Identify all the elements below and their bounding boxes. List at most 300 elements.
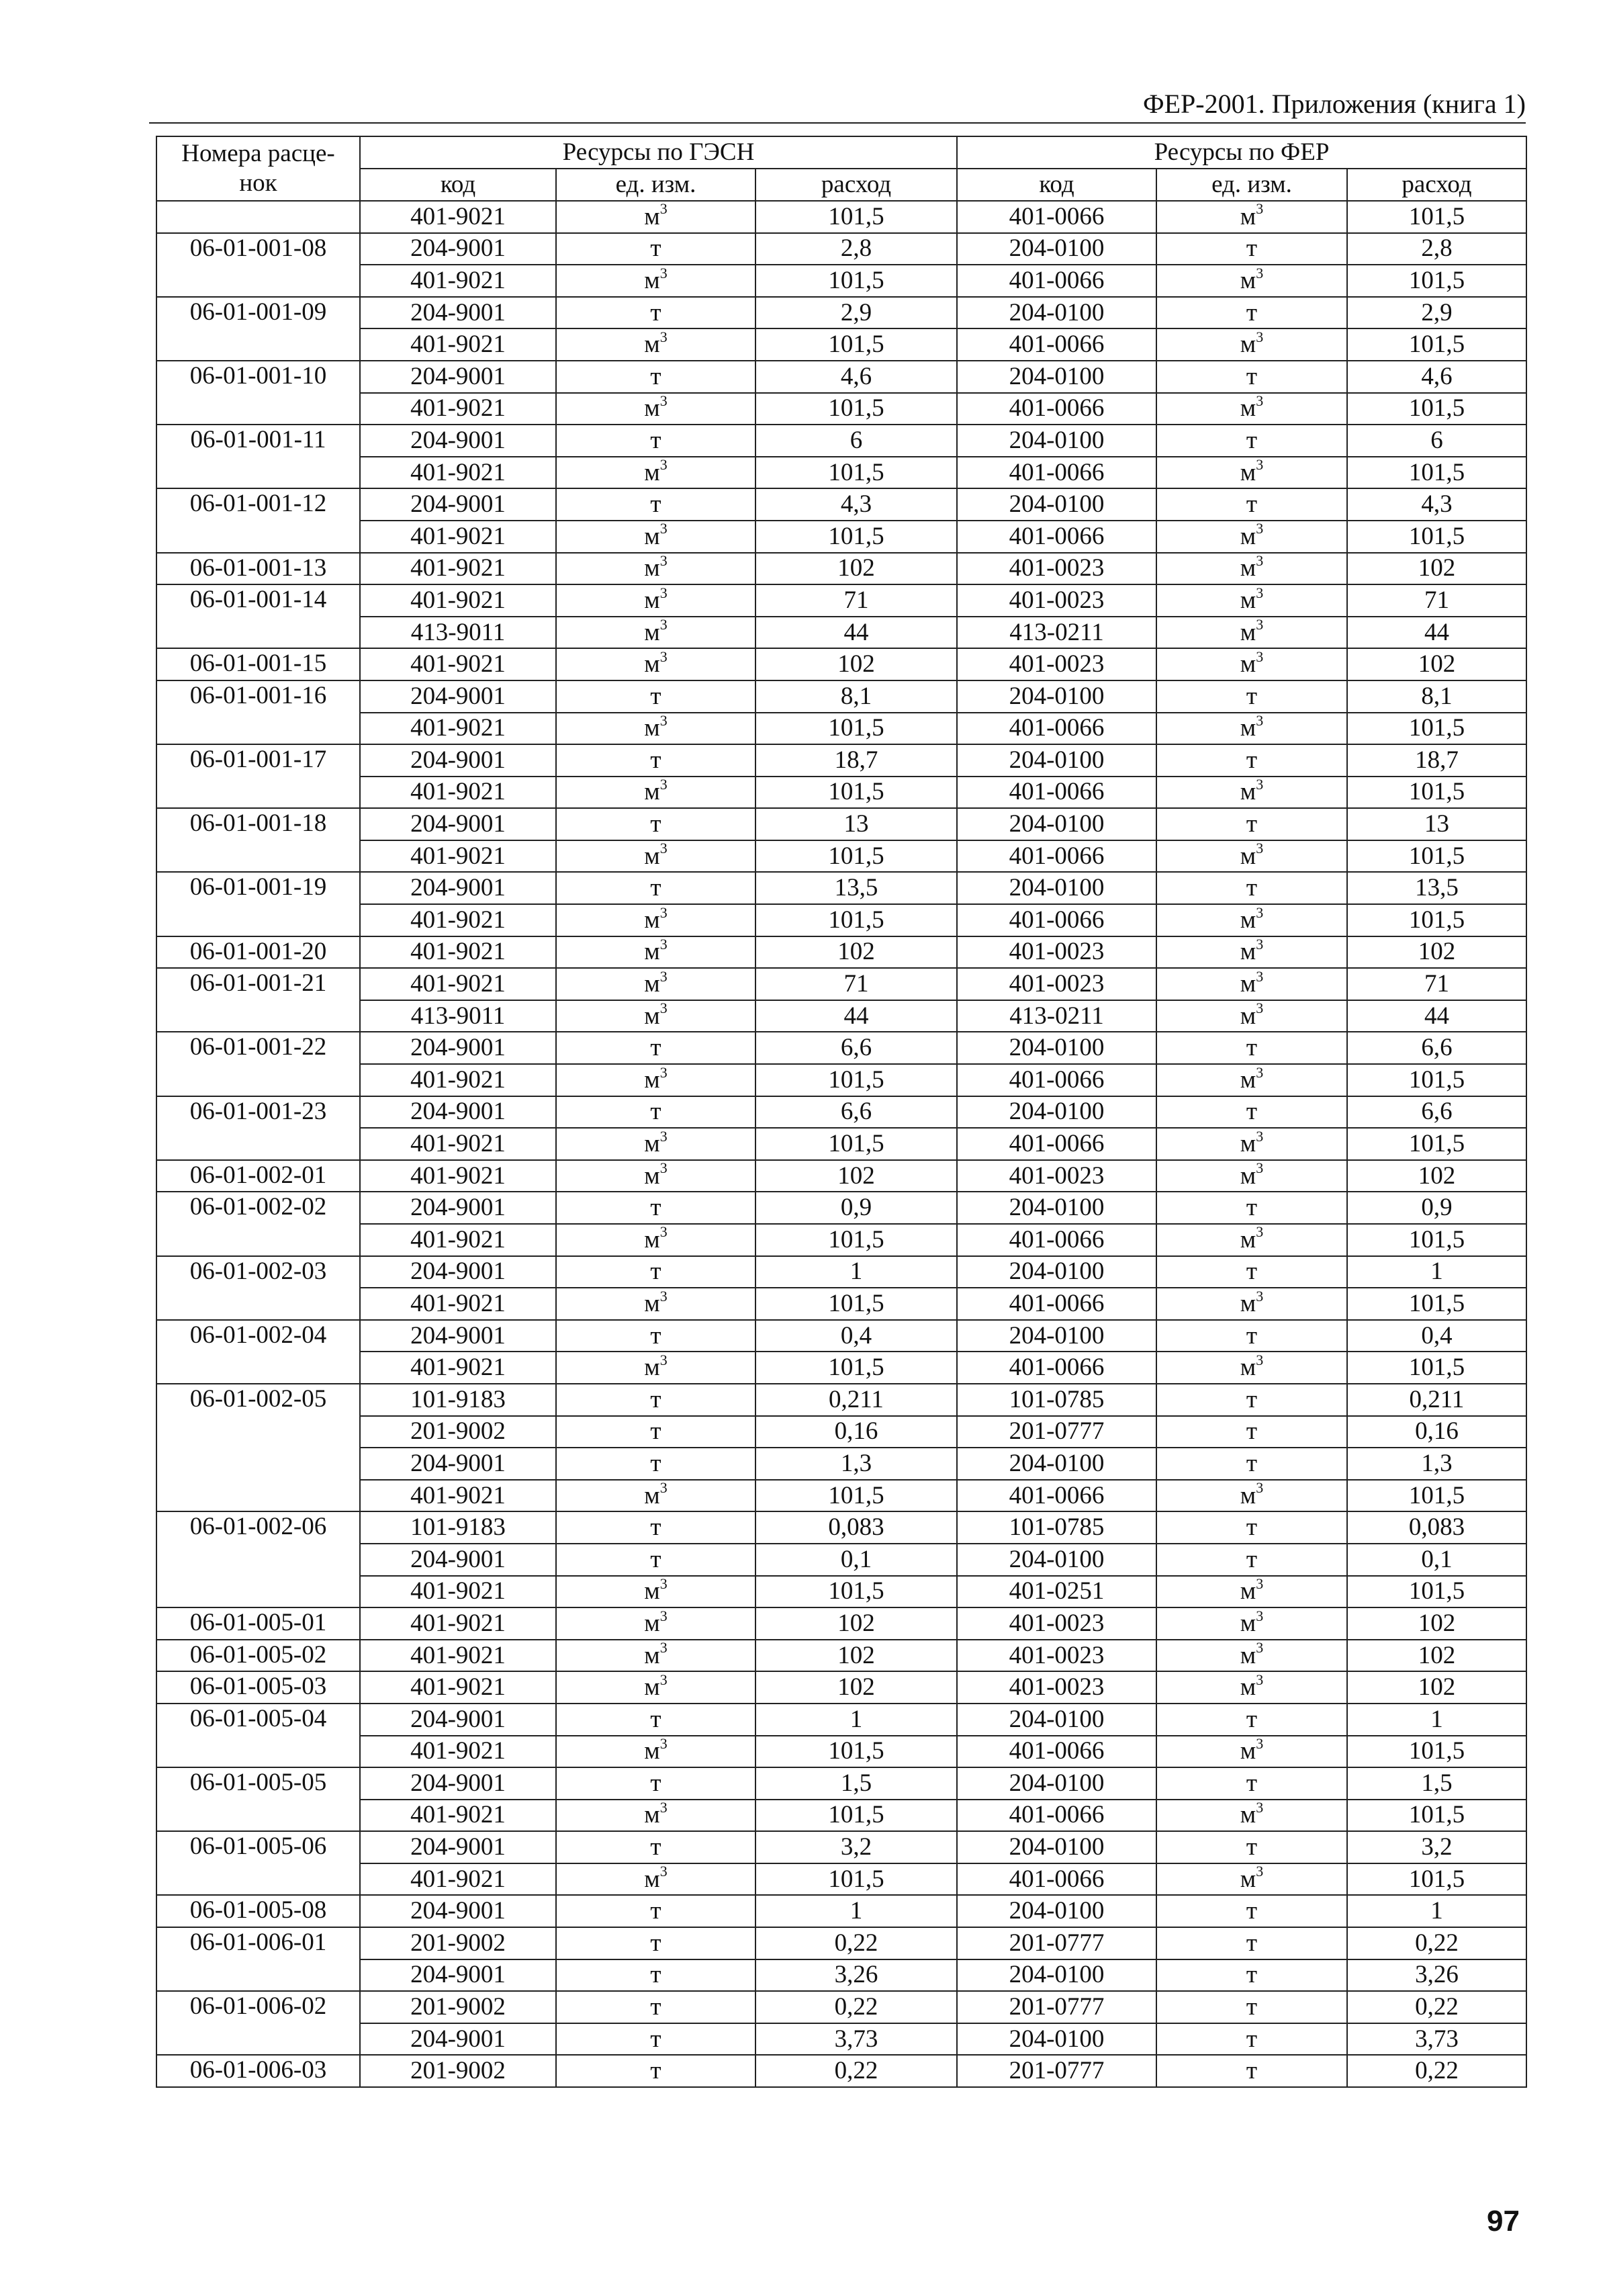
gesn-unit-cell: $м^3$ [556,1128,755,1160]
gesn-rate-cell: 0,9 [755,1192,957,1224]
fer-rate-cell: 102 [1347,1160,1526,1192]
fer-rate-cell: 1,3 [1347,1448,1526,1480]
fer-rate-cell: 101,5 [1347,1128,1526,1160]
fer-unit-cell: $м^3$ [1156,1128,1347,1160]
fer-code-cell: 101-0785 [957,1511,1156,1544]
gesn-unit-cell: т [556,1256,755,1288]
gesn-unit-cell: $м^3$ [556,328,755,361]
fer-code-cell: 401-0066 [957,521,1156,553]
gesn-code-cell: 204-9001 [360,361,556,393]
table-row [156,584,1526,617]
gesn-rate-cell: 44 [755,1000,957,1032]
fer-unit-cell: $м^3$ [1156,1640,1347,1672]
rate-number-cell: 06-01-005-06 [156,1831,360,1895]
table-row [156,1320,1526,1352]
fer-unit-cell: $м^3$ [1156,265,1347,297]
gesn-unit-cell: т [556,1895,755,1927]
fer-code-cell: 201-0777 [957,1416,1156,1448]
fer-unit-cell: т [1156,425,1347,457]
fer-code-cell: 204-0100 [957,361,1156,393]
table-row [156,713,1526,745]
gesn-code-cell: 204-9001 [360,1544,556,1576]
fer-rate-cell: 102 [1347,1671,1526,1704]
gesn-rate-cell: 8,1 [755,680,957,713]
gesn-code-cell: 401-9021 [360,201,556,233]
gesn-rate-cell: 0,22 [755,1991,957,2023]
gesn-code-cell: 401-9021 [360,904,556,936]
fer-unit-cell: $м^3$ [1156,936,1347,969]
gesn-rate-cell: 1,3 [755,1448,957,1480]
fer-code-cell: 401-0023 [957,553,1156,585]
gesn-rate-cell: 3,73 [755,2023,957,2056]
gesn-code-header: код [360,169,556,201]
fer-unit-cell: т [1156,2055,1347,2087]
table-row [156,233,1526,265]
fer-code-cell: 204-0100 [957,1895,1156,1927]
fer-code-cell: 413-0211 [957,1000,1156,1032]
resources-table [156,136,1527,2088]
fer-rate-cell: 0,4 [1347,1320,1526,1352]
fer-rate-cell: 0,9 [1347,1192,1526,1224]
fer-rate-cell: 101,5 [1347,904,1526,936]
fer-code-cell: 401-0251 [957,1576,1156,1608]
gesn-code-cell: 204-9001 [360,233,556,265]
gesn-unit-cell: $м^3$ [556,584,755,617]
table-row [156,1640,1526,1672]
gesn-code-cell: 401-9021 [360,1607,556,1640]
gesn-code-cell: 201-9002 [360,2055,556,2087]
fer-rate-cell: 44 [1347,617,1526,649]
gesn-unit-cell: $м^3$ [556,1736,755,1768]
fer-code-cell: 401-0066 [957,1064,1156,1096]
gesn-rate-cell: 101,5 [755,201,957,233]
table-row [156,521,1526,553]
gesn-unit-cell: т [556,872,755,904]
gesn-rate-cell: 101,5 [755,904,957,936]
fer-unit-cell: т [1156,488,1347,521]
gesn-code-cell: 401-9021 [360,1352,556,1384]
fer-code-cell: 204-0100 [957,1448,1156,1480]
fer-unit-cell: т [1156,1927,1347,1959]
fer-code-cell: 204-0100 [957,297,1156,329]
gesn-unit-cell: $м^3$ [556,617,755,649]
fer-code-cell: 401-0066 [957,1736,1156,1768]
fer-rate-cell: 44 [1347,1000,1526,1032]
gesn-code-cell: 401-9021 [360,521,556,553]
gesn-rate-cell: 4,6 [755,361,957,393]
gesn-rate-cell: 71 [755,584,957,617]
table-row [156,201,1526,233]
rate-number-cell: 06-01-001-14 [156,584,360,648]
gesn-code-cell: 401-9021 [360,713,556,745]
fer-code-cell: 204-0100 [957,1767,1156,1800]
fer-code-cell: 401-0066 [957,1128,1156,1160]
gesn-unit-cell: $м^3$ [556,1640,755,1672]
fer-code-cell: 401-0023 [957,936,1156,969]
table-row [156,1671,1526,1704]
gesn-code-cell: 204-9001 [360,1831,556,1863]
fer-rate-cell: 0,22 [1347,2055,1526,2087]
fer-rate-cell: 101,5 [1347,265,1526,297]
fer-rate-cell: 6,6 [1347,1032,1526,1064]
fer-unit-cell: т [1156,1704,1347,1736]
rate-number-cell: 06-01-001-08 [156,233,360,297]
fer-rate-cell: 102 [1347,648,1526,680]
fer-unit-cell: $м^3$ [1156,648,1347,680]
fer-code-cell: 201-0777 [957,2055,1156,2087]
fer-rate-cell: 101,5 [1347,1288,1526,1320]
gesn-code-cell: 201-9002 [360,1416,556,1448]
fer-unit-cell: $м^3$ [1156,777,1347,809]
fer-rate-cell: 13 [1347,808,1526,840]
fer-unit-cell: т [1156,361,1347,393]
fer-code-cell: 401-0023 [957,1607,1156,1640]
gesn-unit-cell: т [556,1927,755,1959]
gesn-code-cell: 204-9001 [360,1704,556,1736]
fer-rate-cell: 0,22 [1347,1991,1526,2023]
fer-code-cell: 204-0100 [957,233,1156,265]
gesn-unit-cell: $м^3$ [556,1000,755,1032]
fer-code-cell: 204-0100 [957,1704,1156,1736]
table-header [156,136,1526,201]
gesn-rate-cell: 0,22 [755,1927,957,1959]
fer-unit-cell: $м^3$ [1156,521,1347,553]
fer-code-cell: 204-0100 [957,2023,1156,2056]
rate-number-cell: 06-01-005-04 [156,1704,360,1767]
fer-rate-cell: 2,8 [1347,233,1526,265]
fer-unit-cell: $м^3$ [1156,1064,1347,1096]
gesn-code-cell: 204-9001 [360,297,556,329]
gesn-unit-cell: т [556,2023,755,2056]
gesn-rate-cell: 101,5 [755,265,957,297]
rate-number-cell: 06-01-001-09 [156,297,360,361]
page-number: 97 [1487,2205,1520,2238]
fer-code-cell: 204-0100 [957,425,1156,457]
gesn-code-cell: 401-9021 [360,584,556,617]
gesn-code-cell: 401-9021 [360,936,556,969]
gesn-unit-cell: $м^3$ [556,840,755,873]
gesn-unit-cell: т [556,297,755,329]
gesn-rate-cell: 101,5 [755,457,957,489]
rate-number-cell: 06-01-001-17 [156,744,360,808]
table-row [156,1032,1526,1064]
rate-number-cell: 06-01-002-02 [156,1192,360,1255]
fer-unit-cell: т [1156,1991,1347,2023]
gesn-code-cell: 401-9021 [360,1671,556,1704]
gesn-rate-cell: 1 [755,1704,957,1736]
fer-code-cell: 401-0066 [957,201,1156,233]
fer-unit-cell: т [1156,1959,1347,1992]
table-row [156,617,1526,649]
gesn-code-cell: 204-9001 [360,1448,556,1480]
table-row [156,457,1526,489]
table-row [156,1607,1526,1640]
gesn-unit-cell: т [556,1511,755,1544]
fer-code-cell: 201-0777 [957,1927,1156,1959]
group-gesn-header: Ресурсы по ГЭСН [360,136,957,169]
rate-number-cell: 06-01-001-13 [156,553,360,585]
fer-unit-cell: $м^3$ [1156,1000,1347,1032]
fer-rate-cell: 1,5 [1347,1767,1526,1800]
gesn-rate-cell: 2,8 [755,233,957,265]
gesn-code-cell: 204-9001 [360,1767,556,1800]
gesn-rate-cell: 6,6 [755,1032,957,1064]
fer-unit-cell: т [1156,1384,1347,1416]
fer-code-cell: 401-0023 [957,648,1156,680]
fer-unit-cell: $м^3$ [1156,1288,1347,1320]
table-row [156,1448,1526,1480]
gesn-rate-cell: 102 [755,1640,957,1672]
gesn-rate-cell: 0,22 [755,2055,957,2087]
gesn-rate-cell: 101,5 [755,521,957,553]
fer-rate-cell: 18,7 [1347,744,1526,777]
table-row [156,1831,1526,1863]
fer-code-cell: 204-0100 [957,872,1156,904]
gesn-rate-cell: 101,5 [755,1064,957,1096]
table-row [156,1096,1526,1129]
rate-number-cell: 06-01-005-05 [156,1767,360,1831]
gesn-rate-cell: 101,5 [755,1736,957,1768]
rate-number-cell: 06-01-005-01 [156,1607,360,1640]
table-row [156,1895,1526,1927]
fer-rate-cell: 101,5 [1347,1480,1526,1512]
fer-code-cell: 401-0023 [957,1671,1156,1704]
fer-unit-cell: $м^3$ [1156,713,1347,745]
rate-number-cell: 06-01-005-03 [156,1671,360,1704]
gesn-code-cell: 204-9001 [360,425,556,457]
gesn-unit-cell: $м^3$ [556,1352,755,1384]
gesn-rate-cell: 1 [755,1895,957,1927]
fer-code-cell: 401-0066 [957,904,1156,936]
gesn-rate-cell: 101,5 [755,1576,957,1608]
fer-unit-cell: т [1156,1544,1347,1576]
table-row [156,1863,1526,1896]
table-row [156,648,1526,680]
table-row [156,744,1526,777]
fer-unit-header: ед. изм. [1156,169,1347,201]
gesn-code-cell: 101-9183 [360,1511,556,1544]
fer-unit-cell: $м^3$ [1156,553,1347,585]
rate-number-cell: 06-01-001-21 [156,968,360,1032]
gesn-code-cell: 401-9021 [360,777,556,809]
gesn-unit-cell: $м^3$ [556,1800,755,1832]
gesn-rate-cell: 1 [755,1256,957,1288]
fer-rate-cell: 0,16 [1347,1416,1526,1448]
fer-unit-cell: т [1156,1256,1347,1288]
fer-unit-cell: $м^3$ [1156,1352,1347,1384]
table-row [156,393,1526,425]
gesn-code-cell: 401-9021 [360,393,556,425]
table-row [156,265,1526,297]
rate-number-cell: 06-01-001-11 [156,425,360,488]
fer-unit-cell: $м^3$ [1156,1160,1347,1192]
fer-rate-cell: 0,22 [1347,1927,1526,1959]
gesn-rate-cell: 101,5 [755,1288,957,1320]
table-row [156,553,1526,585]
gesn-rate-cell: 3,2 [755,1831,957,1863]
gesn-unit-cell: т [556,1959,755,1992]
fer-unit-cell: т [1156,233,1347,265]
fer-unit-cell: т [1156,744,1347,777]
gesn-code-cell: 401-9021 [360,968,556,1000]
gesn-code-cell: 204-9001 [360,1192,556,1224]
gesn-rate-cell: 101,5 [755,328,957,361]
fer-rate-cell: 101,5 [1347,1576,1526,1608]
gesn-rate-cell: 6,6 [755,1096,957,1129]
gesn-code-cell: 101-9183 [360,1384,556,1416]
gesn-code-cell: 401-9021 [360,1736,556,1768]
fer-code-cell: 401-0066 [957,1288,1156,1320]
gesn-unit-cell: т [556,1032,755,1064]
gesn-rate-cell: 102 [755,936,957,969]
gesn-unit-cell: т [556,1192,755,1224]
fer-code-cell: 204-0100 [957,808,1156,840]
fer-rate-cell: 102 [1347,936,1526,969]
fer-unit-cell: т [1156,1192,1347,1224]
fer-unit-cell: т [1156,1416,1347,1448]
table-row [156,425,1526,457]
fer-unit-cell: т [1156,1320,1347,1352]
gesn-rate-cell: 0,1 [755,1544,957,1576]
fer-unit-cell: $м^3$ [1156,1576,1347,1608]
gesn-unit-cell: т [556,1991,755,2023]
table-row [156,777,1526,809]
gesn-rate-cell: 101,5 [755,393,957,425]
fer-rate-cell: 101,5 [1347,201,1526,233]
table-row [156,1256,1526,1288]
table-row [156,968,1526,1000]
gesn-code-cell: 401-9021 [360,840,556,873]
fer-rate-cell: 6,6 [1347,1096,1526,1129]
gesn-rate-cell: 101,5 [755,1128,957,1160]
gesn-unit-cell: $м^3$ [556,1160,755,1192]
fer-rate-cell: 1 [1347,1895,1526,1927]
gesn-rate-cell: 18,7 [755,744,957,777]
gesn-code-cell: 204-9001 [360,808,556,840]
fer-unit-cell: т [1156,872,1347,904]
gesn-unit-cell: $м^3$ [556,904,755,936]
gesn-rate-cell: 101,5 [755,777,957,809]
fer-unit-cell: $м^3$ [1156,840,1347,873]
fer-code-cell: 101-0785 [957,1384,1156,1416]
gesn-code-cell: 204-9001 [360,1320,556,1352]
table-row [156,1511,1526,1544]
gesn-unit-cell: $м^3$ [556,1576,755,1608]
gesn-code-cell: 204-9001 [360,1959,556,1992]
table-row [156,1160,1526,1192]
fer-code-cell: 401-0066 [957,457,1156,489]
gesn-unit-cell: $м^3$ [556,1224,755,1256]
fer-code-cell: 204-0100 [957,680,1156,713]
fer-rate-cell: 71 [1347,968,1526,1000]
rate-number-cell: 06-01-005-08 [156,1895,360,1927]
table-row [156,1704,1526,1736]
gesn-unit-cell: $м^3$ [556,1671,755,1704]
fer-code-cell: 204-0100 [957,1256,1156,1288]
fer-code-cell: 401-0066 [957,393,1156,425]
table-row [156,1959,1526,1992]
fer-unit-cell: $м^3$ [1156,457,1347,489]
gesn-unit-cell: т [556,2055,755,2087]
fer-unit-cell: $м^3$ [1156,904,1347,936]
fer-unit-cell: $м^3$ [1156,968,1347,1000]
fer-rate-cell: 101,5 [1347,457,1526,489]
fer-code-cell: 401-0066 [957,1480,1156,1512]
fer-unit-cell: т [1156,1448,1347,1480]
rate-number-cell: 06-01-002-06 [156,1511,360,1607]
gesn-unit-cell: т [556,1544,755,1576]
fer-rate-cell: 0,1 [1347,1544,1526,1576]
fer-code-cell: 401-0066 [957,1224,1156,1256]
gesn-code-cell: 204-9001 [360,488,556,521]
table-row [156,328,1526,361]
gesn-rate-cell: 71 [755,968,957,1000]
table-row [156,488,1526,521]
gesn-rate-cell: 0,083 [755,1511,957,1544]
fer-unit-cell: $м^3$ [1156,1224,1347,1256]
gesn-code-cell: 204-9001 [360,680,556,713]
gesn-unit-cell: $м^3$ [556,936,755,969]
fer-rate-cell: 1 [1347,1704,1526,1736]
rate-number-cell: 06-01-006-01 [156,1927,360,1991]
table-row [156,1288,1526,1320]
gesn-code-cell: 204-9001 [360,744,556,777]
gesn-unit-cell: $м^3$ [556,521,755,553]
fer-code-cell: 204-0100 [957,1544,1156,1576]
fer-rate-cell: 13,5 [1347,872,1526,904]
table-row [156,1736,1526,1768]
fer-code-cell: 401-0066 [957,1800,1156,1832]
fer-rate-cell: 101,5 [1347,713,1526,745]
rate-number-cell: 06-01-001-20 [156,936,360,969]
fer-unit-cell: т [1156,808,1347,840]
fer-unit-cell: $м^3$ [1156,1480,1347,1512]
col-rate-number: Номера расце- нок [156,136,360,201]
gesn-code-cell: 401-9021 [360,1863,556,1896]
fer-code-cell: 204-0100 [957,744,1156,777]
fer-code-header: код [957,169,1156,201]
rate-number-cell: 06-01-001-15 [156,648,360,680]
gesn-unit-cell: т [556,488,755,521]
gesn-code-cell: 204-9001 [360,1895,556,1927]
gesn-rate-cell: 101,5 [755,840,957,873]
fer-rate-cell: 101,5 [1347,1800,1526,1832]
fer-rate-cell: 101,5 [1347,1224,1526,1256]
fer-code-cell: 401-0066 [957,713,1156,745]
gesn-rate-cell: 13,5 [755,872,957,904]
table-row [156,1064,1526,1096]
gesn-unit-cell: т [556,1096,755,1129]
rate-number-cell: 06-01-001-22 [156,1032,360,1096]
gesn-rate-cell: 101,5 [755,713,957,745]
table-row [156,1927,1526,1959]
gesn-unit-cell: т [556,361,755,393]
rate-number-cell: 06-01-005-02 [156,1640,360,1672]
fer-rate-cell: 0,211 [1347,1384,1526,1416]
gesn-code-cell: 401-9021 [360,1576,556,1608]
table-row [156,297,1526,329]
table-row [156,1416,1526,1448]
gesn-code-cell: 401-9021 [360,1064,556,1096]
gesn-rate-cell: 102 [755,1160,957,1192]
gesn-rate-cell: 102 [755,648,957,680]
gesn-unit-cell: т [556,744,755,777]
fer-unit-cell: $м^3$ [1156,1800,1347,1832]
gesn-code-cell: 401-9021 [360,265,556,297]
gesn-code-cell: 401-9021 [360,1128,556,1160]
gesn-code-cell: 204-9001 [360,1096,556,1129]
fer-code-cell: 204-0100 [957,1096,1156,1129]
